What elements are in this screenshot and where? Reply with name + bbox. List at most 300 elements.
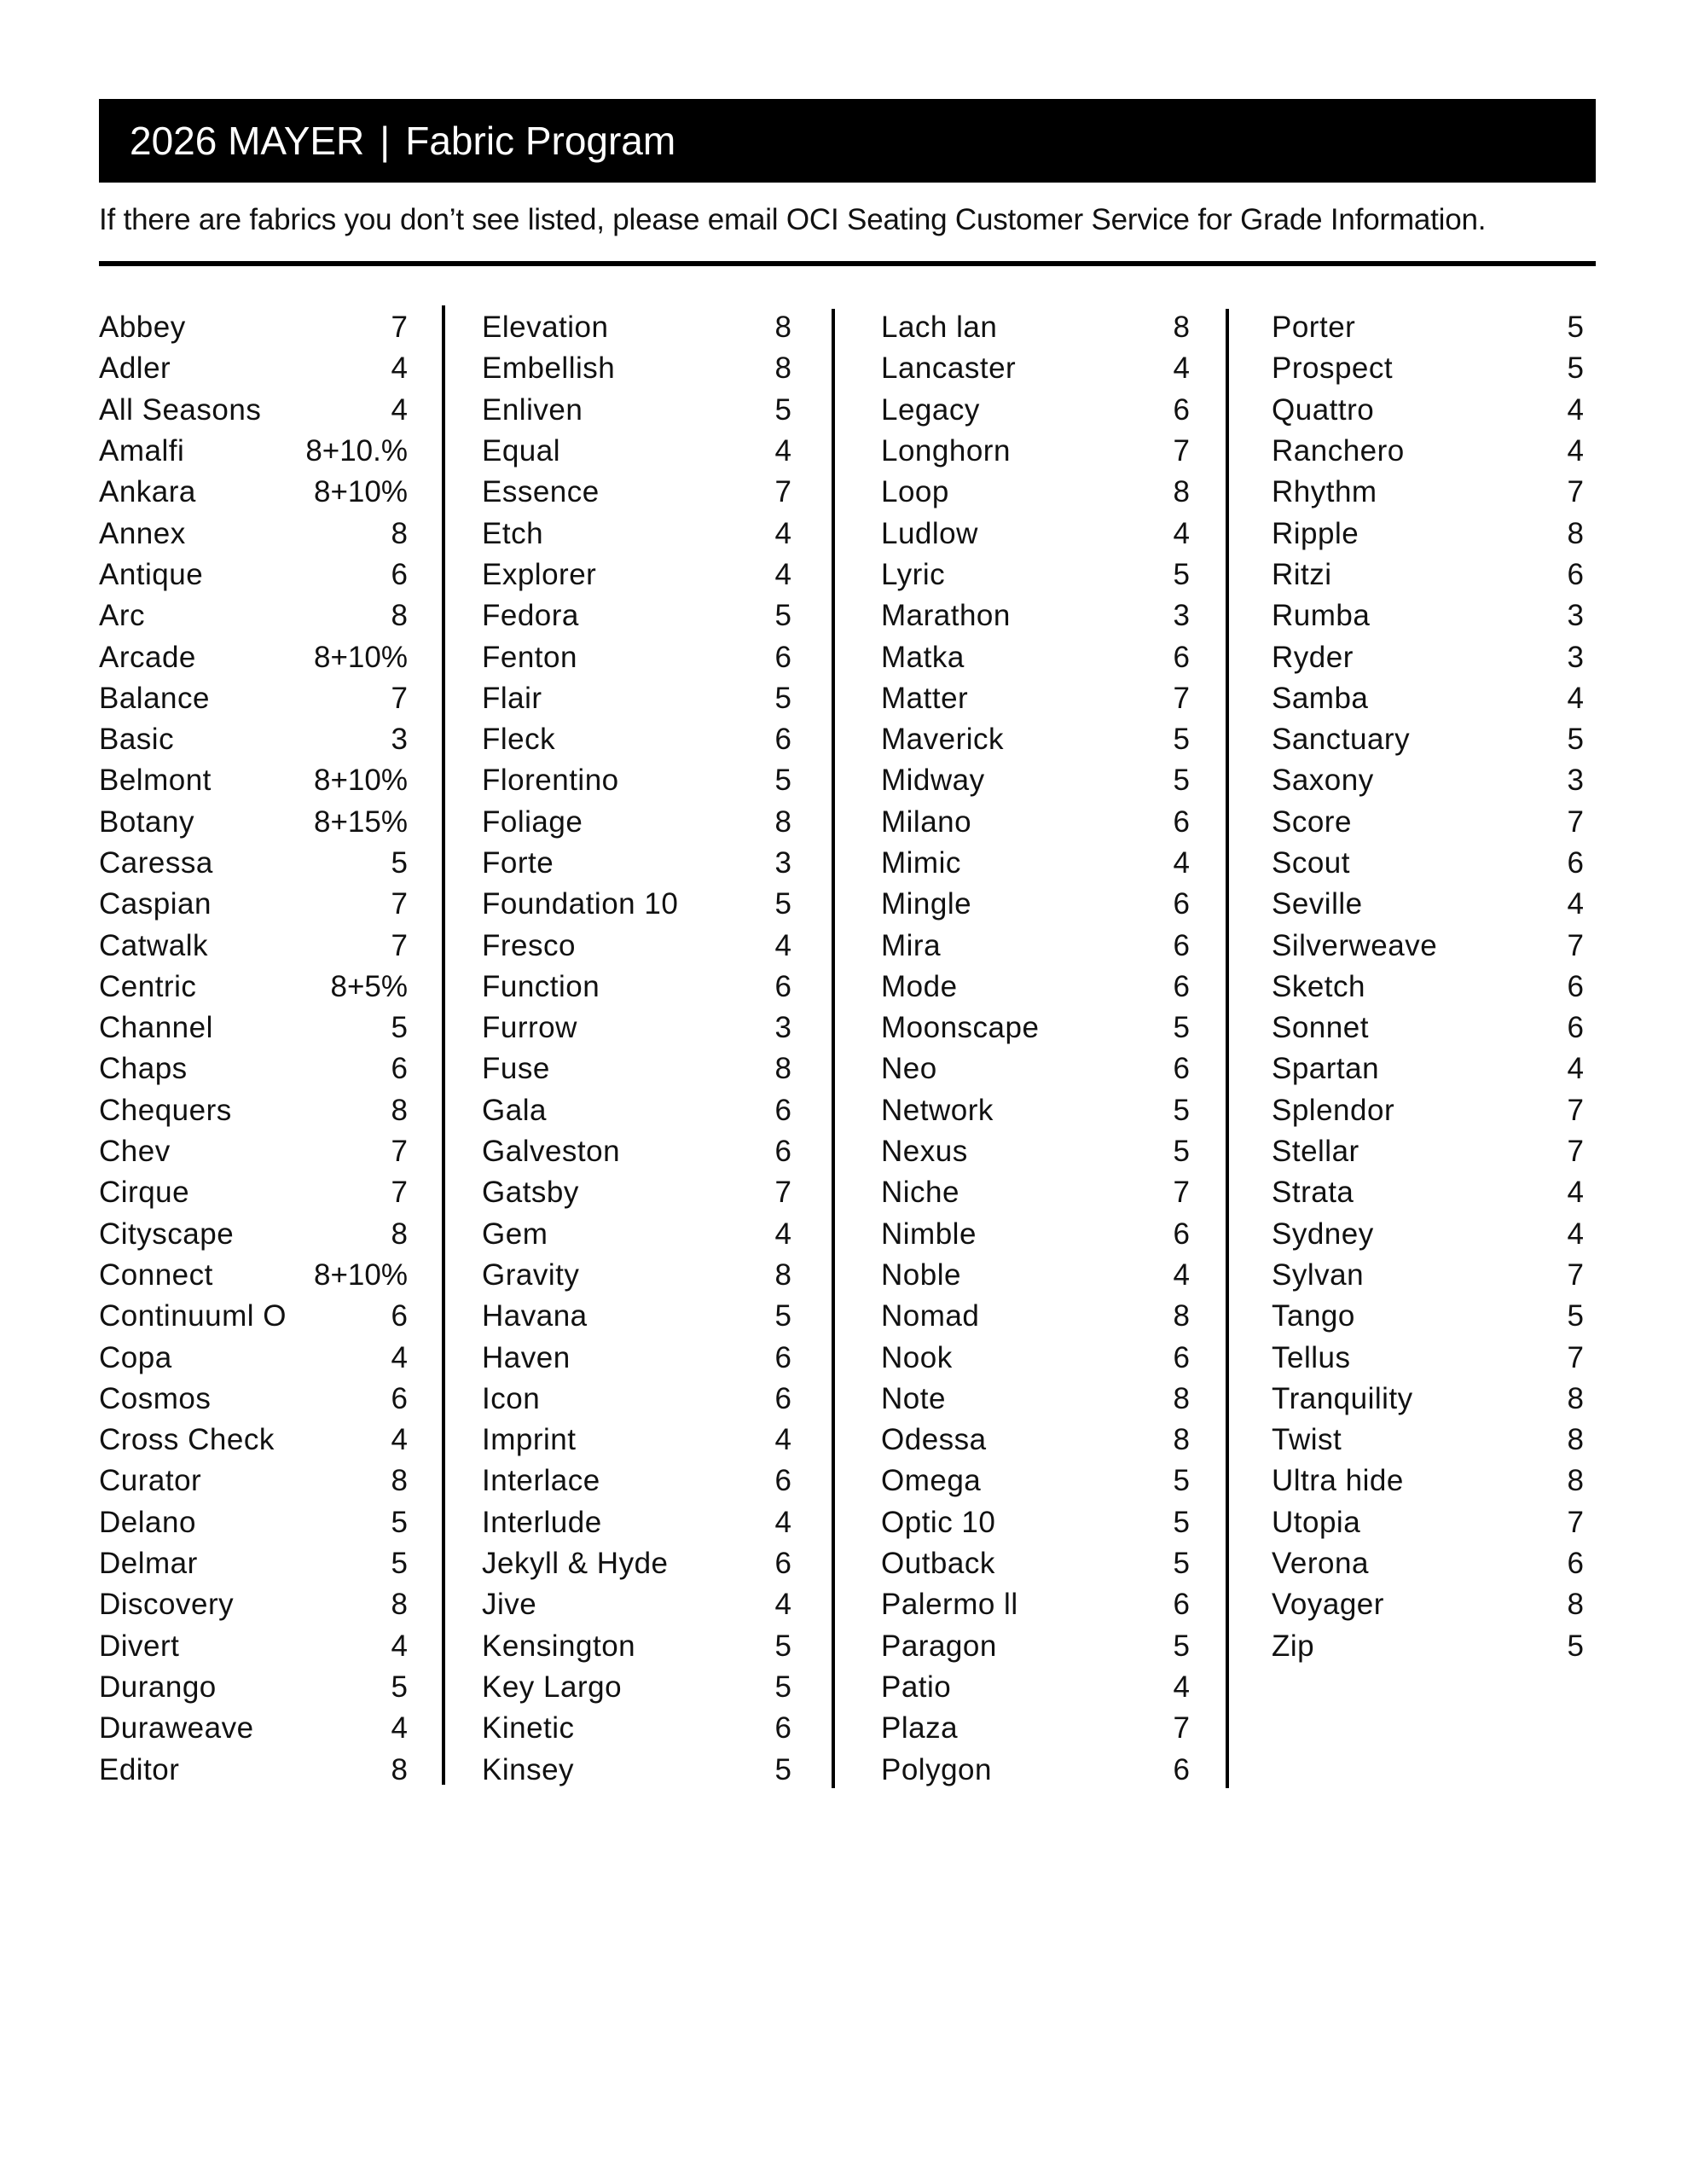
fabric-grade: 6 — [1173, 1052, 1190, 1086]
fabric-row — [881, 1749, 1190, 1790]
fabric-row — [881, 431, 1190, 472]
fabric-row — [881, 760, 1190, 801]
fabric-name: Gala — [482, 1093, 547, 1127]
fabric-name: Outback — [881, 1547, 995, 1581]
fabric-row — [482, 884, 791, 925]
fabric-name: Centric — [99, 969, 197, 1003]
fabric-grade: 3 — [1567, 640, 1584, 674]
fabric-name: Fuse — [482, 1052, 550, 1086]
fabric-row — [482, 595, 791, 636]
fabric-name: Basic — [99, 723, 175, 757]
fabric-grade: 8 — [774, 1258, 791, 1292]
fabric-name: Continuuml O — [99, 1299, 287, 1333]
fabric-name: Cosmos — [99, 1381, 212, 1415]
fabric-grade: 7 — [1567, 1135, 1584, 1169]
fabric-name: Legacy — [881, 392, 980, 427]
fabric-row — [99, 1008, 408, 1048]
fabric-row — [881, 1296, 1190, 1337]
fabric-row — [482, 1502, 791, 1543]
fabric-row — [881, 1708, 1190, 1749]
fabric-name: Nimble — [881, 1217, 977, 1251]
fabric-row — [881, 802, 1190, 843]
fabric-row — [1272, 1379, 1584, 1420]
fabric-grade: 5 — [774, 1752, 791, 1786]
fabric-name: Fedora — [482, 599, 579, 633]
fabric-name: Imprint — [482, 1423, 577, 1457]
fabric-name: Maverick — [881, 723, 1005, 757]
fabric-grade: 7 — [1567, 1258, 1584, 1292]
fabric-row — [482, 348, 791, 389]
fabric-grade: 6 — [774, 1464, 791, 1498]
fabric-grade: 6 — [1173, 969, 1190, 1003]
fabric-grade: 8 — [1567, 516, 1584, 550]
fabric-name: Nook — [881, 1340, 953, 1374]
fabric-grade: 6 — [774, 1711, 791, 1745]
fabric-grade: 5 — [391, 1505, 408, 1539]
fabric-grade: 7 — [1173, 1711, 1190, 1745]
fabric-name: Interlude — [482, 1505, 602, 1539]
fabric-grade: 4 — [391, 1629, 408, 1663]
fabric-grade: 6 — [1567, 557, 1584, 591]
fabric-grade: 7 — [1567, 1340, 1584, 1374]
fabric-grade: 7 — [1173, 434, 1190, 468]
fabric-name: Sanctuary — [1272, 723, 1411, 757]
fabric-row — [99, 925, 408, 966]
fabric-row — [482, 1296, 791, 1337]
fabric-grade: 6 — [1173, 887, 1190, 921]
fabric-grade: 6 — [1173, 392, 1190, 427]
fabric-grade: 6 — [1173, 1217, 1190, 1251]
fabric-row — [881, 1255, 1190, 1296]
fabric-grade: 8 — [391, 1752, 408, 1786]
fabric-name: Utopia — [1272, 1505, 1361, 1539]
fabric-name: Kensington — [482, 1629, 636, 1663]
fabric-grade: 4 — [391, 1711, 408, 1745]
fabric-grade: 8 — [391, 1093, 408, 1127]
fabric-name: Optic 10 — [881, 1505, 996, 1539]
fabric-row — [881, 884, 1190, 925]
fabric-name: Ankara — [99, 475, 196, 509]
fabric-name: Haven — [482, 1340, 571, 1374]
fabric-row — [99, 513, 408, 554]
fabric-grade: 6 — [1173, 640, 1190, 674]
fabric-name: Tango — [1272, 1299, 1355, 1333]
fabric-name: Annex — [99, 516, 186, 550]
fabric-row — [99, 1131, 408, 1172]
fabric-name: Interlace — [482, 1464, 600, 1498]
fabric-row — [99, 636, 408, 677]
fabric-grade: 6 — [391, 1052, 408, 1086]
fabric-name: Caressa — [99, 846, 213, 880]
fabric-row — [881, 843, 1190, 884]
fabric-name: Mingle — [881, 887, 972, 921]
fabric-row — [99, 1090, 408, 1131]
fabric-row — [482, 1048, 791, 1089]
fabric-name: Scout — [1272, 846, 1350, 880]
fabric-grade: 6 — [1173, 804, 1190, 839]
header-bar — [99, 99, 1596, 183]
fabric-grade: 6 — [774, 969, 791, 1003]
fabric-name: Mimic — [881, 846, 961, 880]
fabric-grade: 5 — [391, 846, 408, 880]
fabric-grade: 5 — [774, 681, 791, 715]
fabric-row — [881, 1626, 1190, 1667]
fabric-row — [1272, 1255, 1584, 1296]
fabric-row — [1272, 1296, 1584, 1337]
fabric-name: Fenton — [482, 640, 577, 674]
fabric-grade: 8 — [391, 599, 408, 633]
header-separator: | — [380, 119, 391, 163]
fabric-grade: 8 — [1567, 1423, 1584, 1457]
fabric-grade: 8 — [1173, 1299, 1190, 1333]
fabric-name: Tellus — [1272, 1340, 1351, 1374]
fabric-row — [482, 678, 791, 719]
fabric-name: Foliage — [482, 804, 583, 839]
fabric-name: Ritzi — [1272, 557, 1332, 591]
fabric-name: Catwalk — [99, 928, 208, 962]
fabric-row — [99, 1626, 408, 1667]
fabric-name: Strata — [1272, 1176, 1354, 1210]
fabric-name: Loop — [881, 475, 949, 509]
fabric-row — [99, 967, 408, 1008]
fabric-grade: 7 — [774, 475, 791, 509]
fabric-row — [482, 431, 791, 472]
fabric-grade: 7 — [391, 1135, 408, 1169]
fabric-grade: 6 — [391, 557, 408, 591]
fabric-name: Ripple — [1272, 516, 1359, 550]
fabric-grade: 5 — [1567, 351, 1584, 386]
fabric-name: Mira — [881, 928, 942, 962]
fabric-name: Rumba — [1272, 599, 1371, 633]
fabric-name: Odessa — [881, 1423, 987, 1457]
column-divider-1 — [442, 305, 445, 1785]
fabric-row — [99, 1708, 408, 1749]
fabric-row — [881, 925, 1190, 966]
fabric-row — [881, 967, 1190, 1008]
fabric-row — [99, 1296, 408, 1337]
fabric-row — [482, 1090, 791, 1131]
fabric-row — [482, 1420, 791, 1461]
fabric-grade: 6 — [391, 1381, 408, 1415]
fabric-name: Midway — [881, 764, 985, 798]
fabric-grade: 5 — [774, 1299, 791, 1333]
fabric-grade: 4 — [391, 392, 408, 427]
fabric-row — [99, 678, 408, 719]
fabric-row — [482, 1461, 791, 1502]
fabric-grade: 5 — [774, 1629, 791, 1663]
fabric-name: Divert — [99, 1629, 180, 1663]
fabric-row — [1272, 390, 1584, 431]
fabric-grade: 6 — [774, 640, 791, 674]
header-brand: 2026 MAYER — [130, 119, 365, 163]
fabric-row — [1272, 1131, 1584, 1172]
fabric-row — [881, 1420, 1190, 1461]
fabric-name: Neo — [881, 1052, 937, 1086]
fabric-row — [99, 760, 408, 801]
fabric-row — [482, 390, 791, 431]
fabric-grade: 5 — [1173, 1093, 1190, 1127]
fabric-column-3 — [881, 307, 1190, 1791]
fabric-name: Adler — [99, 351, 171, 386]
fabric-row — [99, 719, 408, 760]
fabric-name: Niche — [881, 1176, 959, 1210]
fabric-row — [1272, 1543, 1584, 1584]
fabric-row — [99, 1584, 408, 1625]
fabric-grade: 4 — [774, 1505, 791, 1539]
fabric-name: Gem — [482, 1217, 548, 1251]
fabric-row — [1272, 719, 1584, 760]
fabric-row — [99, 390, 408, 431]
fabric-name: Sonnet — [1272, 1011, 1369, 1045]
fabric-row — [99, 307, 408, 348]
fabric-name: Arcade — [99, 640, 196, 674]
fabric-grade: 5 — [1173, 1464, 1190, 1498]
fabric-row — [1272, 1502, 1584, 1543]
fabric-grade: 8 — [774, 1052, 791, 1086]
fabric-grade: 8 — [1567, 1588, 1584, 1622]
fabric-name: Spartan — [1272, 1052, 1380, 1086]
fabric-name: Lach lan — [881, 311, 998, 345]
fabric-name: Score — [1272, 804, 1352, 839]
fabric-grade: 8 — [774, 804, 791, 839]
fabric-column-4 — [1272, 307, 1584, 1667]
fabric-grade: 4 — [774, 1588, 791, 1622]
fabric-grade: 4 — [1567, 887, 1584, 921]
fabric-row — [1272, 760, 1584, 801]
header-rule — [99, 261, 1596, 266]
fabric-row — [881, 1337, 1190, 1378]
fabric-name: Sketch — [1272, 969, 1365, 1003]
fabric-row — [1272, 513, 1584, 554]
fabric-name: Matka — [881, 640, 965, 674]
fabric-grade: 3 — [774, 846, 791, 880]
fabric-grade: 5 — [391, 1547, 408, 1581]
fabric-row — [881, 1131, 1190, 1172]
fabric-row — [1272, 802, 1584, 843]
fabric-row — [1272, 1420, 1584, 1461]
fabric-grade: 4 — [1567, 1052, 1584, 1086]
fabric-row — [1272, 348, 1584, 389]
fabric-row — [482, 1214, 791, 1255]
fabric-row — [482, 719, 791, 760]
fabric-grade: 6 — [1567, 1547, 1584, 1581]
fabric-grade: 7 — [1567, 475, 1584, 509]
fabric-grade: 5 — [391, 1011, 408, 1045]
fabric-grade: 3 — [1567, 599, 1584, 633]
fabric-row — [881, 555, 1190, 595]
fabric-grade: 8+15% — [314, 804, 408, 839]
fabric-grade: 5 — [774, 1670, 791, 1704]
fabric-grade: 5 — [774, 599, 791, 633]
fabric-name: Embellish — [482, 351, 616, 386]
fabric-row — [482, 1172, 791, 1213]
fabric-row — [482, 1337, 791, 1378]
fabric-row — [1272, 678, 1584, 719]
fabric-grade: 8 — [1173, 1423, 1190, 1457]
fabric-grade: 4 — [1567, 434, 1584, 468]
fabric-name: Milano — [881, 804, 972, 839]
fabric-row — [881, 1214, 1190, 1255]
fabric-row — [99, 1337, 408, 1378]
fabric-grade: 5 — [1567, 1629, 1584, 1663]
fabric-grade: 8 — [391, 1217, 408, 1251]
fabric-grade: 6 — [774, 1340, 791, 1374]
fabric-row — [482, 760, 791, 801]
fabric-name: Fresco — [482, 928, 576, 962]
fabric-grade: 4 — [774, 928, 791, 962]
fabric-name: Gatsby — [482, 1176, 579, 1210]
fabric-name: Stellar — [1272, 1135, 1359, 1169]
fabric-row — [881, 1379, 1190, 1420]
fabric-grade: 8 — [774, 311, 791, 345]
fabric-grade: 3 — [1567, 764, 1584, 798]
fabric-name: Porter — [1272, 311, 1356, 345]
fabric-row — [99, 1502, 408, 1543]
fabric-name: Palermo ll — [881, 1588, 1018, 1622]
fabric-row — [99, 431, 408, 472]
fabric-row — [1272, 1584, 1584, 1625]
fabric-name: Cross Check — [99, 1423, 275, 1457]
fabric-name: Flair — [482, 681, 542, 715]
fabric-name: Omega — [881, 1464, 982, 1498]
fabric-row — [482, 1543, 791, 1584]
fabric-grade: 5 — [1173, 1547, 1190, 1581]
fabric-grade: 3 — [1173, 599, 1190, 633]
fabric-name: Havana — [482, 1299, 588, 1333]
fabric-grade: 3 — [774, 1011, 791, 1045]
fabric-grade: 6 — [1567, 1011, 1584, 1045]
fabric-row — [1272, 555, 1584, 595]
fabric-row — [482, 967, 791, 1008]
fabric-row — [1272, 595, 1584, 636]
fabric-name: Icon — [482, 1381, 541, 1415]
fabric-name: Chequers — [99, 1093, 232, 1127]
fabric-name: Ranchero — [1272, 434, 1405, 468]
fabric-row — [881, 513, 1190, 554]
fabric-row — [99, 884, 408, 925]
fabric-name: Silverweave — [1272, 928, 1438, 962]
fabric-name: Samba — [1272, 681, 1369, 715]
fabric-grade: 4 — [1567, 1217, 1584, 1251]
fabric-row — [881, 1667, 1190, 1708]
fabric-name: Moonscape — [881, 1011, 1040, 1045]
fabric-name: Delano — [99, 1505, 196, 1539]
fabric-name: Lancaster — [881, 351, 1017, 386]
fabric-grade: 7 — [1173, 681, 1190, 715]
fabric-grade: 5 — [391, 1670, 408, 1704]
fabric-name: Splendor — [1272, 1093, 1395, 1127]
fabric-name: Fleck — [482, 723, 556, 757]
fabric-column-2 — [482, 307, 791, 1791]
fabric-grade: 5 — [1173, 1011, 1190, 1045]
fabric-grade: 8+10% — [314, 475, 408, 509]
fabric-name: Cirque — [99, 1176, 190, 1210]
fabric-grade: 6 — [774, 1093, 791, 1127]
fabric-row — [99, 802, 408, 843]
fabric-row — [1272, 1626, 1584, 1667]
fabric-name: Foundation 10 — [482, 887, 679, 921]
fabric-grade: 7 — [391, 887, 408, 921]
fabric-grade: 4 — [774, 516, 791, 550]
fabric-row — [482, 1008, 791, 1048]
fabric-name: Tranquility — [1272, 1381, 1413, 1415]
fabric-row — [881, 1048, 1190, 1089]
fabric-name: Longhorn — [881, 434, 1011, 468]
column-divider-3 — [1226, 309, 1229, 1788]
fabric-row — [99, 1255, 408, 1296]
fabric-name: Editor — [99, 1752, 180, 1786]
fabric-grade: 6 — [774, 1547, 791, 1581]
fabric-row — [99, 1461, 408, 1502]
fabric-grade: 4 — [1567, 681, 1584, 715]
fabric-grade: 6 — [1567, 846, 1584, 880]
fabric-name: Abbey — [99, 311, 186, 345]
fabric-grade: 5 — [1173, 557, 1190, 591]
fabric-grade: 8 — [391, 1464, 408, 1498]
fabric-name: Sydney — [1272, 1217, 1374, 1251]
fabric-name: Explorer — [482, 557, 597, 591]
fabric-grade: 5 — [774, 392, 791, 427]
fabric-grade: 8+10% — [314, 764, 408, 798]
fabric-row — [1272, 1090, 1584, 1131]
fabric-grade: 6 — [1567, 969, 1584, 1003]
fabric-name: Elevation — [482, 311, 609, 345]
fabric-name: Saxony — [1272, 764, 1374, 798]
fabric-grade: 6 — [1173, 1588, 1190, 1622]
fabric-row — [881, 636, 1190, 677]
fabric-name: Marathon — [881, 599, 1011, 633]
fabric-name: Arc — [99, 599, 145, 633]
fabric-grade: 7 — [1567, 928, 1584, 962]
fabric-name: Nexus — [881, 1135, 968, 1169]
fabric-name: Forte — [482, 846, 554, 880]
fabric-name: Sylvan — [1272, 1258, 1365, 1292]
fabric-row — [881, 678, 1190, 719]
fabric-row — [1272, 967, 1584, 1008]
fabric-grade: 6 — [774, 1381, 791, 1415]
fabric-grade: 7 — [391, 1176, 408, 1210]
fabric-name: Gravity — [482, 1258, 580, 1292]
fabric-row — [1272, 1214, 1584, 1255]
fabric-grade: 3 — [391, 723, 408, 757]
fabric-row — [881, 390, 1190, 431]
fabric-row — [482, 307, 791, 348]
fabric-row — [99, 1048, 408, 1089]
fabric-name: Lyric — [881, 557, 946, 591]
fabric-name: Zip — [1272, 1629, 1315, 1663]
fabric-grade: 4 — [1173, 1670, 1190, 1704]
fabric-grade: 8 — [1173, 1381, 1190, 1415]
fabric-row — [881, 307, 1190, 348]
fabric-grade: 7 — [774, 1176, 791, 1210]
fabric-row — [482, 802, 791, 843]
fabric-row — [1272, 1008, 1584, 1048]
fabric-row — [881, 1172, 1190, 1213]
fabric-name: Cityscape — [99, 1217, 235, 1251]
fabric-row — [1272, 1461, 1584, 1502]
fabric-grade: 4 — [391, 351, 408, 386]
fabric-grade: 7 — [391, 311, 408, 345]
fabric-name: Jekyll & Hyde — [482, 1547, 669, 1581]
fabric-row — [881, 1543, 1190, 1584]
fabric-grade: 4 — [1173, 1258, 1190, 1292]
fabric-row — [482, 1131, 791, 1172]
fabric-name: Network — [881, 1093, 994, 1127]
fabric-row — [482, 513, 791, 554]
fabric-row — [881, 472, 1190, 513]
fabric-grade: 8 — [1173, 311, 1190, 345]
fabric-grade: 8 — [391, 516, 408, 550]
